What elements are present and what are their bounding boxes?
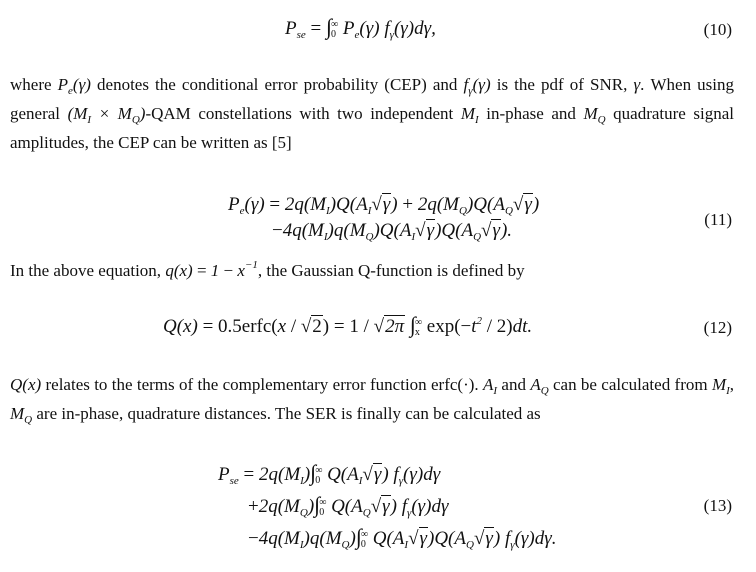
para2-text-1: In the above equation,	[10, 261, 166, 280]
equation-10-number: (10)	[703, 20, 732, 39]
equation-10-body: $P_{se}$ = ∫ ∞ 0 $P_e(\gamma)$ $f_\gamma(\gamma)d\gamma$,	[285, 14, 436, 41]
para3-text-4: can be calculated from	[548, 375, 712, 394]
para1-text-6: in-phase and	[478, 104, 584, 123]
equation-12	[0, 308, 756, 348]
paragraph-3: Q(x) relates to the terms of the complementary error function erfc(·). $A_I$ and $A_Q$ can be calculated from $M_I$, $M_Q$ are in-phase, quadrature distances. The SER is finally can be calculated as	[10, 375, 735, 426]
equation-11	[0, 190, 756, 250]
para3-text-1: relates to the terms of the complementary error function	[41, 375, 432, 394]
equation-13-line-2: $+2q(M_Q)\int$ ∞ 0 $Q(A_Q√\gamma)$ $f_\gamma(\gamma)d\gamma$	[248, 492, 449, 519]
equation-13-number: (13)	[703, 496, 732, 515]
para3-text-5: ,	[729, 375, 735, 394]
equation-11-line-2: $-4q(M_I)q(M_Q)Q(A_I√\gamma)Q(A_Q√\gamma)$.	[272, 220, 513, 243]
para1-text-7: quadrature signal amplitudes, the CEP can be written as [5]	[10, 104, 735, 152]
para3-text-3: and	[497, 375, 531, 394]
para3-text-2: .	[474, 375, 484, 394]
paragraph-1: where $P_e(\gamma)$ denotes the conditional error probability (CEP) and $f_\gamma(\gamma)$ is the pdf of SNR, γ. When using general $(M_I \times M_Q)-QAM$ constellations with two independent $M_I$ in-phase and $M_Q$ quadrature signal amplitudes, the CEP can be written as [5]	[10, 75, 735, 152]
equation-13	[0, 458, 756, 568]
para1-text-5: -QAM constellations with two independent	[145, 104, 461, 123]
para3-text-6: are in-phase, quadrature distances. The SER is finally can be calculated as	[32, 404, 541, 423]
equation-13-line-1: $P_{se} = 2q(M_I)\int$ ∞ 0 $Q(A_I√\gamma)$ $f_\gamma(\gamma)d\gamma$	[218, 460, 441, 487]
para1-text-1: where	[10, 75, 58, 94]
para1-text-2: denotes the conditional error probability (CEP) and	[90, 75, 464, 94]
para2-text-2: , the Gaussian Q-function is defined by	[257, 261, 525, 280]
paragraph-2: In the above equation, $q(x) = 1 - x^{-1}$, the Gaussian Q-function is defined by	[10, 259, 525, 280]
equation-12-number: (12)	[703, 318, 732, 337]
equation-12-body: Q(x) = 0.5erfc(x / √2) = 1 / √2π ∫ ∞ x $\exp(-t^2 / 2)dt$.	[163, 312, 533, 338]
para1-text-4: . When using general	[10, 75, 735, 123]
equation-11-line-1: $P_e(\gamma) = 2q(M_I)Q(A_I√\gamma) + 2q(M_Q)Q(A_Q√\gamma)$	[228, 194, 540, 217]
equation-11-number: (11)	[704, 210, 732, 229]
para1-text-3: is the pdf of SNR,	[490, 75, 634, 94]
equation-10	[0, 10, 756, 50]
equation-13-line-3: $-4q(M_I)q(M_Q)\int$ ∞ 0 $Q(A_I√\gamma)Q(A_Q√\gamma)$ $f_\gamma(\gamma)d\gamma$.	[248, 524, 557, 551]
